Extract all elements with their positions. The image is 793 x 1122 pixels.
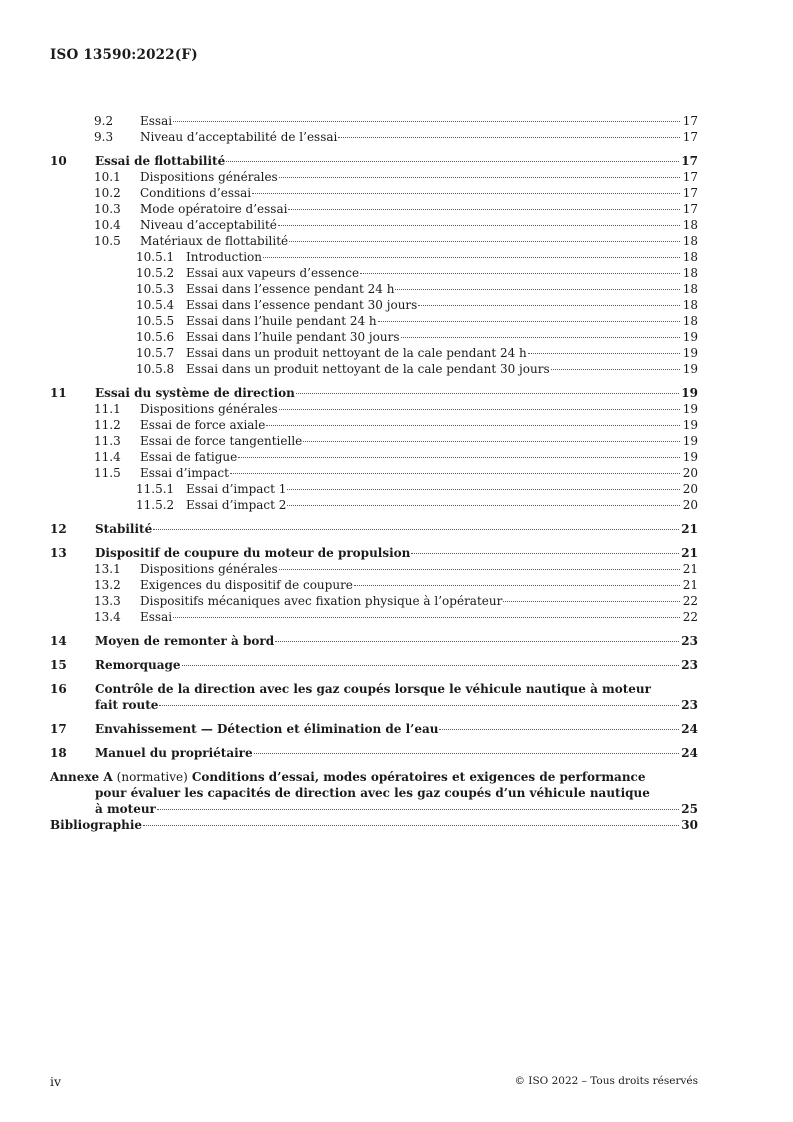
toc-subentry[interactable] [50,361,698,377]
toc-entry[interactable] [50,449,698,465]
toc-entry-page: 30 [681,818,698,832]
toc-annex-a[interactable] [50,769,698,817]
toc-entry-page: 19 [681,386,698,400]
toc-subentry[interactable] [50,313,698,329]
toc-entry-title: Essai de fatigue [140,450,238,464]
toc-entry-title: Niveau d’acceptabilité de l’essai [140,130,338,144]
dot-leader [411,553,679,554]
toc-entry-page: 19 [682,434,698,448]
toc-entry-title: Essai aux vapeurs d’essence [186,266,360,280]
toc-section[interactable] [50,521,698,537]
toc-entry-number: 10.5.2 [136,266,175,280]
toc-entry-number: 13.4 [94,610,121,624]
dot-leader [143,825,679,826]
dot-leader [252,193,680,194]
toc-entry-page: 17 [681,154,698,168]
toc-entry-number: 11 [50,386,67,400]
toc-entry-title: Essai d’impact 1 [186,482,287,496]
toc-bibliography[interactable] [50,817,698,833]
annex-title-continued: pour évaluer les capacités de direction avec les gaz coupés d’un véhicule nautique [95,786,650,800]
dot-leader [338,137,680,138]
toc-entry-title: Dispositions générales [140,562,278,576]
toc-entry-title: Envahissement — Détection et élimination de l’eau [95,722,439,736]
dot-leader [418,305,680,306]
toc-entry-title: Manuel du propriétaire [95,746,253,760]
toc-entry-number: 9.2 [94,114,114,128]
toc-entry-page: 18 [682,298,698,312]
dot-leader [287,505,680,506]
toc-entry-title: Essai du système de direction [95,386,295,400]
toc-entry-title: Matériaux de flottabilité [140,234,289,248]
toc-entry-title: Essai dans l’huile pendant 30 jours [186,330,400,344]
toc-entry-page: 23 [681,658,698,672]
dot-leader [266,425,680,426]
toc-entry-number: 15 [50,658,67,672]
dot-leader [360,273,680,274]
toc-entry-page: 23 [681,634,698,648]
toc-entry-title: Bibliographie [50,818,143,832]
toc-entry[interactable] [50,201,698,217]
toc-section[interactable] [50,745,698,761]
dot-leader [279,177,680,178]
toc-entry-title: Contrôle de la direction avec les gaz coupés lorsque le véhicule nautique à moteur [95,682,651,696]
dot-leader [378,321,680,322]
dot-leader [182,665,680,666]
toc-entry[interactable] [50,433,698,449]
dot-leader [296,393,679,394]
toc-entry-number: 14 [50,634,67,648]
toc-entry-page: 19 [682,418,698,432]
dot-leader [153,529,679,530]
dot-leader [159,705,679,706]
dot-leader [226,161,679,162]
toc-entry-number: 16 [50,682,67,696]
toc-entry-page: 24 [681,722,698,736]
copyright-notice: © ISO 2022 – Tous droits réservés [514,1075,698,1087]
toc-section[interactable] [50,721,698,737]
toc-entry-number: 11.5 [94,466,121,480]
toc-entry[interactable] [50,401,698,417]
dot-leader [395,289,680,290]
dot-leader [303,441,680,442]
dot-leader [288,209,680,210]
toc-entry[interactable] [50,465,698,481]
toc-entry[interactable] [50,233,698,249]
toc-entry-title: Essai d’impact 2 [186,498,287,512]
annex-title-continued: à moteur [95,802,156,816]
toc-section[interactable] [50,657,698,673]
toc-entry-number: 18 [50,746,67,760]
toc-entry-number: 10.4 [94,218,121,232]
toc-entry-page: 23 [681,698,698,712]
toc-section[interactable] [50,385,698,401]
toc-entry[interactable] [50,185,698,201]
toc-entry-number: 13.1 [94,562,121,576]
toc-entry-title: Essai dans l’huile pendant 24 h [186,314,377,328]
toc-entry-title: Moyen de remonter à bord [95,634,275,648]
toc-entry-page: 17 [682,130,698,144]
toc-entry-line [50,801,698,817]
toc-section[interactable] [50,633,698,649]
toc-entry-title: Essai [140,114,173,128]
toc-entry-title: Conditions d’essai [140,186,252,200]
dot-leader [289,241,680,242]
toc-entry-page: 18 [682,282,698,296]
toc-entry-title: Dispositions générales [140,402,278,416]
toc-entry-number: 10.5.8 [136,362,175,376]
toc-subentry[interactable] [50,265,698,281]
toc-entry[interactable] [50,129,698,145]
dot-leader [254,753,680,754]
annex-qualifier: (normative) [116,770,188,784]
toc-entry-page: 25 [681,802,698,816]
toc-entry-page: 18 [682,314,698,328]
toc-entry-number: 10.5.1 [136,250,175,264]
toc-subentry[interactable] [50,329,698,345]
toc-entry-page: 18 [682,234,698,248]
toc-entry-number: 10.5.5 [136,314,175,328]
toc-subentry[interactable] [50,345,698,361]
dot-leader [238,457,680,458]
toc-entry-number: 10.5.7 [136,346,175,360]
toc-entry-title: Essai de force axiale [140,418,266,432]
toc-entry-page: 24 [681,746,698,760]
toc-entry-page: 18 [682,250,698,264]
toc-entry-number: 11.3 [94,434,121,448]
toc-entry-title: Exigences du dispositif de coupure [140,578,353,592]
toc-entry-title: Essai dans l’essence pendant 24 h [186,282,395,296]
toc-entry-title: Remorquage [95,658,181,672]
toc-entry-page: 21 [682,562,698,576]
dot-leader [279,569,680,570]
toc-entry-number: 13 [50,546,67,560]
toc-entry-page: 19 [682,330,698,344]
toc-entry-page: 21 [681,546,698,560]
toc-entry-page: 21 [681,522,698,536]
toc-entry-line [50,785,698,801]
dot-leader [528,353,680,354]
toc-entry[interactable] [50,593,698,609]
toc-entry-title: Essai dans l’essence pendant 30 jours [186,298,418,312]
toc-entry[interactable] [50,577,698,593]
document-id: ISO 13590:2022(F) [50,47,198,63]
page-number: iv [50,1074,62,1089]
toc-entry-number: 11.4 [94,450,121,464]
dot-leader [439,729,679,730]
toc-entry-page: 17 [682,186,698,200]
toc-entry-number: 9.3 [94,130,114,144]
dot-leader [551,369,680,370]
toc-entry-page: 20 [682,466,698,480]
toc-entry-title: Dispositions générales [140,170,278,184]
toc-entry[interactable] [50,113,698,129]
toc-entry-page: 21 [682,578,698,592]
toc-entry-title: Essai de force tangentielle [140,434,303,448]
toc-entry-number: 10.5.6 [136,330,175,344]
toc-entry-number: 10.5.3 [136,282,175,296]
toc-entry-line [50,681,698,697]
toc-entry[interactable] [50,609,698,625]
table-of-contents [50,113,698,833]
toc-entry-number: 12 [50,522,67,536]
dot-leader [173,121,680,122]
dot-leader [354,585,680,586]
toc-entry-line [50,697,698,713]
dot-leader [173,617,680,618]
toc-entry-page: 22 [682,610,698,624]
toc-entry-number: 13.3 [94,594,121,608]
toc-section[interactable] [50,153,698,169]
dot-leader [287,489,680,490]
toc-entry[interactable] [50,169,698,185]
toc-entry-title: Stabilité [95,522,153,536]
toc-subentry[interactable] [50,297,698,313]
toc-entry-title: Introduction [186,250,262,264]
toc-entry-page: 17 [682,170,698,184]
toc-subentry[interactable] [50,481,698,497]
toc-entry-number: 11.5.2 [136,498,175,512]
annex-title: Conditions d’essai, modes opératoires et exigences de performance [191,770,646,784]
toc-entry-page: 20 [682,498,698,512]
toc-entry-page: 19 [682,346,698,360]
toc-entry-page: 18 [682,266,698,280]
toc-entry-title: Dispositif de coupure du moteur de propulsion [95,546,411,560]
toc-entry-page: 19 [682,362,698,376]
toc-section-multiline[interactable] [50,681,698,713]
toc-entry-number: 10.1 [94,170,121,184]
toc-entry-page: 19 [682,450,698,464]
toc-entry-title-continued: fait route [95,698,159,712]
dot-leader [230,473,680,474]
toc-entry-title: Mode opératoire d’essai [140,202,288,216]
toc-entry-page: 17 [682,202,698,216]
toc-entry-number: 11.2 [94,418,121,432]
toc-entry[interactable] [50,417,698,433]
toc-entry-line [50,769,698,785]
toc-entry-number: 10 [50,154,67,168]
dot-leader [157,809,679,810]
dot-leader [279,409,680,410]
toc-entry-page: 17 [682,114,698,128]
toc-subentry[interactable] [50,281,698,297]
toc-entry-number: 13.2 [94,578,121,592]
annex-label: Annexe A [50,770,113,784]
toc-entry-number: 10.3 [94,202,121,216]
toc-entry-number: 11.1 [94,402,121,416]
toc-entry-number: 10.5 [94,234,121,248]
toc-entry-title: Dispositifs mécaniques avec fixation physique à l’opérateur [140,594,503,608]
toc-entry-page: 20 [682,482,698,496]
toc-entry-title: Essai dans un produit nettoyant de la cale pendant 30 jours [186,362,550,376]
toc-entry-page: 22 [682,594,698,608]
toc-entry-number: 10.2 [94,186,121,200]
toc-entry-title: Essai dans un produit nettoyant de la cale pendant 24 h [186,346,527,360]
toc-entry-page: 18 [682,218,698,232]
toc-entry-title: Essai [140,610,173,624]
toc-subentry[interactable] [50,497,698,513]
toc-entry-title: Niveau d’acceptabilité [140,218,277,232]
dot-leader [401,337,681,338]
toc-entry[interactable] [50,217,698,233]
dot-leader [275,641,679,642]
toc-section[interactable] [50,545,698,561]
toc-entry-number: 11.5.1 [136,482,175,496]
dot-leader [278,225,680,226]
toc-entry-title: Essai d’impact [140,466,229,480]
toc-entry[interactable] [50,561,698,577]
dot-leader [503,601,680,602]
dot-leader [263,257,680,258]
toc-entry-number: 10.5.4 [136,298,175,312]
toc-entry-page: 19 [682,402,698,416]
toc-entry-number: 17 [50,722,67,736]
toc-subentry[interactable] [50,249,698,265]
toc-entry-title: Essai de flottabilité [95,154,226,168]
